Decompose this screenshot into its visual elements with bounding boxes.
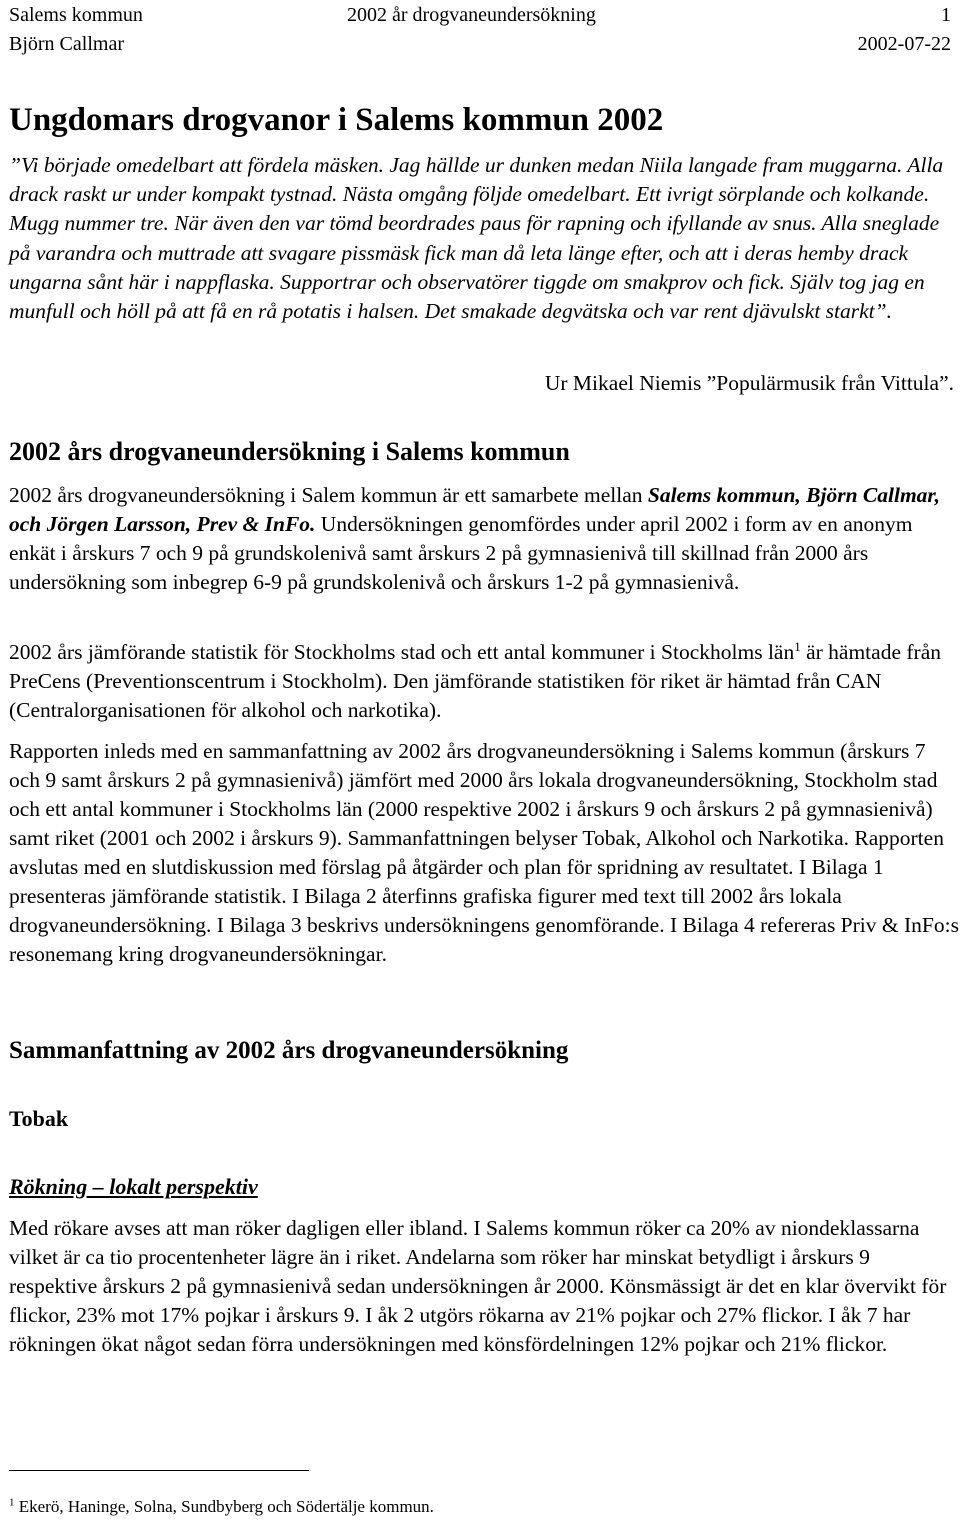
footnote-text: Ekerö, Haninge, Solna, Sundbyberg och Södertälje kommun. — [14, 1497, 434, 1516]
intro-text-start: 2002 års drogvaneundersökning i Salem kommun är ett samarbete mellan — [9, 483, 648, 507]
statistics-paragraph — [9, 638, 959, 725]
footnote-divider — [9, 1470, 309, 1471]
footnote-reference: 1 — [794, 638, 801, 654]
smoking-paragraph: Med rökare avses att man röker dagligen eller ibland. I Salems kommun röker ca 20% av niondeklassarna vilket är ca tio procentenheter lägre än i riket. Andelarna som röker har minskat betydligt i årskurs 9 respektive årskurs 2 på gymnasienivå sedan undersökningen år 2000. Könsmässigt är det en klar övervikt för flickor, 23% mot 17% pojkar i årskurs 9. I åk 2 utgörs rökarna av 21% pojkar och 27% flickor. I åk 7 har rökningen ökat något sedan förra undersökningen med könsfördelningen 12% pojkar och 21% flickor. — [9, 1216, 947, 1356]
section-heading-summary: Sammanfattning av 2002 års drogvaneundersökning — [9, 1037, 569, 1064]
subheading-smoking-local: Rökning – lokalt perspektiv — [9, 1174, 258, 1199]
subheading-tobacco: Tobak — [9, 1106, 69, 1131]
section-heading-survey: 2002 års drogvaneundersökning i Salems kommun — [9, 437, 570, 466]
header-organization: Salems kommun — [9, 4, 143, 26]
quote-attribution: Ur Mikael Niemis ”Populärmusik från Vittula”. — [544, 371, 954, 395]
header-document-title: 2002 år drogvaneundersökning — [347, 4, 596, 26]
intro-partners: Salems kommun, Björn Callmar, och Jörgen Larsson, Prev & InFo. — [9, 483, 940, 536]
intro-paragraph — [9, 481, 959, 597]
header-author: Björn Callmar — [9, 33, 124, 55]
intro-text-end: Undersökningen genomfördes under april 2002 i form av en anonym enkät i årskurs 7 och 9 på grundskolenivå samt årskurs 2 på gymnasienivå till skillnad från 2000 års undersökning som inbegrep 6-9 på grundskolenivå och årskurs 1-2 på gymnasienivå. — [9, 512, 913, 594]
epigraph-quote: ”Vi började omedelbart att fördela mäsken. Jag hällde ur dunken medan Niila langade fram muggarna. Alla drack raskt ur under kompakt tystnad. Nästa omgång följde omedelbart. Ett ivrigt sörplande och kolkande. Mugg nummer tre. När även den var tömd beordrades paus för rapning och ifyllande av snus. Alla sneglade på varandra och muttrade att svagare pissmäsk fick man då leta länge efter, och att i deras hemby drack ungarna sånt här i nappflaska. Supportrar och observatörer tiggde om smakprov och fick. Själv tog jag en munfull och höll på att få en rå potatis i halsen. Det smakade degvätska och var rent djävulskt starkt”. — [9, 153, 944, 324]
header-page-number: 1 — [941, 4, 951, 26]
footnote — [9, 1496, 434, 1518]
statistics-text-end: är hämtade från PreCens (Preventionscentrum i Stockholm). Den jämförande statistiken för riket är hämtad från CAN (Centralorganisationen för alkohol och narkotika). — [9, 640, 941, 722]
statistics-text-start: 2002 års jämförande statistik för Stockholms stad och ett antal kommuner i Stockholms län — [9, 640, 795, 664]
header-date: 2002-07-22 — [857, 33, 951, 55]
page-title: Ungdomars drogvanor i Salems kommun 2002 — [9, 102, 664, 138]
report-outline-paragraph: Rapporten inleds med en sammanfattning av 2002 års drogvaneundersökning i Salems kommun (årskurs 7 och 9 samt årskurs 2 på gymnasienivå) jämfört med 2000 års lokala drogvaneundersökning, Stockholm stad och ett antal kommuner i Stockholms län (2000 respektive 2002 i årskurs 9 och årskurs 2 på gymnasienivå) samt riket (2001 och 2002 i årskurs 9). Sammanfattningen belyser Tobak, Alkohol och Narkotika. Rapporten avslutas med en slutdiskussion med förslag på åtgärder och plan för spridning av resultatet. I Bilaga 1 presenteras jämförande statistik. I Bilaga 2 återfinns grafiska figurer med text till 2002 års lokala drogvaneundersökning. I Bilaga 3 beskrivs undersökningens genomförande. I Bilaga 4 refereras Priv & InFo:s resonemang kring drogvaneundersökningar. — [9, 739, 959, 966]
footnote-number: 1 — [9, 1496, 15, 1509]
